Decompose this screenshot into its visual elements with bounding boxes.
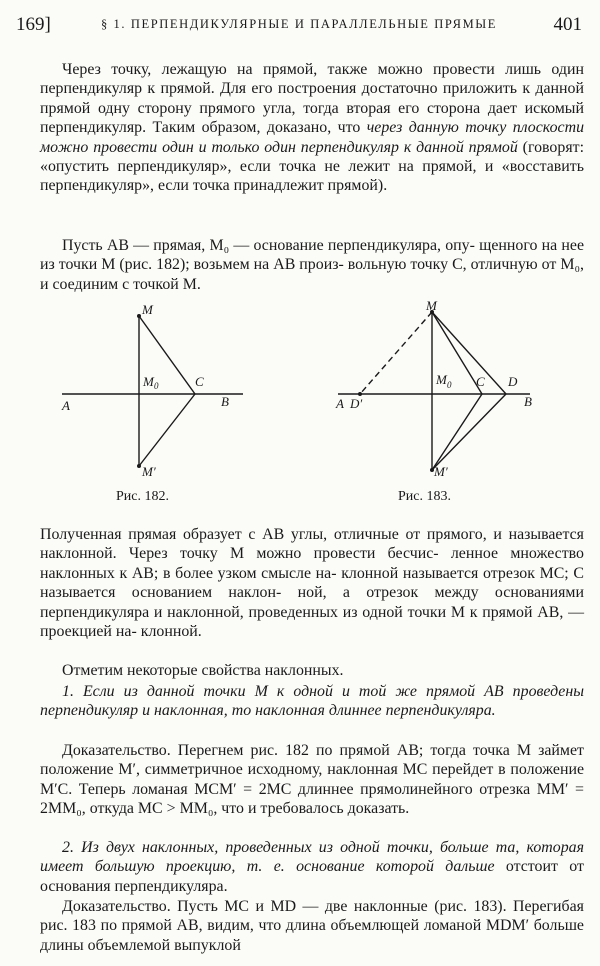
- svg-text:0: 0: [154, 381, 159, 391]
- label-c: C: [476, 374, 485, 389]
- label-a: A: [336, 396, 344, 411]
- chapter-title: § 1. ПЕРПЕНДИКУЛЯРНЫЕ И ПАРАЛЛЕЛЬНЫЕ ПРЯМЫЕ: [100, 17, 498, 31]
- running-header: [16, 14, 582, 40]
- line-m-prime-c: [139, 394, 195, 466]
- proof-2: Доказательство. Пусть MC и MD — две наклонные (рис. 183). Перегибая рис. 183 по прямой AB, видим, что длина объемлющей ломаной MDM′ больше длины объемлемой выпуклой: [40, 898, 584, 954]
- label-b: B: [221, 394, 229, 409]
- figure-182: [55, 300, 255, 510]
- label-m0: M: [143, 374, 154, 389]
- label-d: D: [508, 374, 518, 389]
- paragraph-1-body: Через точку, лежащую на прямой, также можно провести лишь один перпендикуляр к прямой. Для его построения достаточно приложить к данной прямой одну сторону прямого угла, тогда вторая его сторона дает искомый перпендикуляр. Таким образом, доказано, что через данную точку плоскости можно провести один и только один перпендикуляр к данной прямой (говорят: «опустить перпендикуляр», если точка не лежит на прямой, и «восставить перпендикуляр», если точка принадлежит прямой).: [40, 60, 584, 236]
- proof-1: Доказательство. Перегнем рис. 182 по прямой AB; тогда точка M займет положение M′, симметричное исходному, наклонная MC перейдет в положение M′C. Теперь ломаная MCM′ = 2MC длиннее прямолинейного отрезка MM′ = 2MM₀, откуда MC > MM₀, что и требовалось доказать.: [40, 742, 585, 818]
- line-md-prime: [360, 312, 432, 394]
- paragraph-4: Отметим некоторые свойства наклонных.: [62, 662, 344, 679]
- label-m-prime: M′: [434, 464, 448, 479]
- page-number: 401: [553, 14, 582, 35]
- label-m: M: [426, 298, 437, 313]
- label-m0: M: [436, 372, 447, 387]
- label-a: A: [62, 398, 70, 413]
- line-m-prime-c: [432, 394, 482, 470]
- svg-text:0: 0: [447, 380, 452, 390]
- label-m-prime: M′: [142, 464, 156, 479]
- section-reference: 169]: [16, 14, 51, 35]
- label-m: M: [142, 302, 153, 317]
- label-d-prime: D′: [350, 396, 363, 411]
- theorem-1: 1. Если из данной точки M к одной и той же прямой AB проведены перпендикуляр и наклонная, то наклонная длиннее перпендикуляра.: [40, 683, 584, 720]
- figure-183: [330, 298, 550, 510]
- line-m-prime-d: [432, 394, 506, 470]
- caption-182: Рис. 182.: [116, 489, 169, 504]
- caption-183: Рис. 183.: [398, 489, 451, 504]
- label-c: C: [195, 374, 204, 389]
- label-b: B: [524, 394, 532, 409]
- theorem-2: 2. Из двух наклонных, проведенных из одной точки, больше та, которая имеет большую проекцию, т. е. основание которой дальше отстоит от основания перпендикуляра.: [40, 839, 584, 895]
- paragraph-2: Пусть AB — прямая, M₀ — основание перпендикуляра, опу- щенного на нее из точки M (рис. 182); возьмем на AB произ- вольную точку C, отличную от M₀, и соединим с точкой M.: [40, 237, 584, 293]
- paragraph-3: Полученная прямая образует с AB углы, отличные от прямого, и называется наклонной. Через точку M можно провести бесчис- ленное множество наклонных к AB; в более узком смысле на- клонной называется отрезок MC; C называется основанием наклон- ной, а отрезок между основаниями перпендикуляра и наклонной, проведенных из одной точки M к прямой AB, — проекцией на- клонной.: [40, 526, 584, 641]
